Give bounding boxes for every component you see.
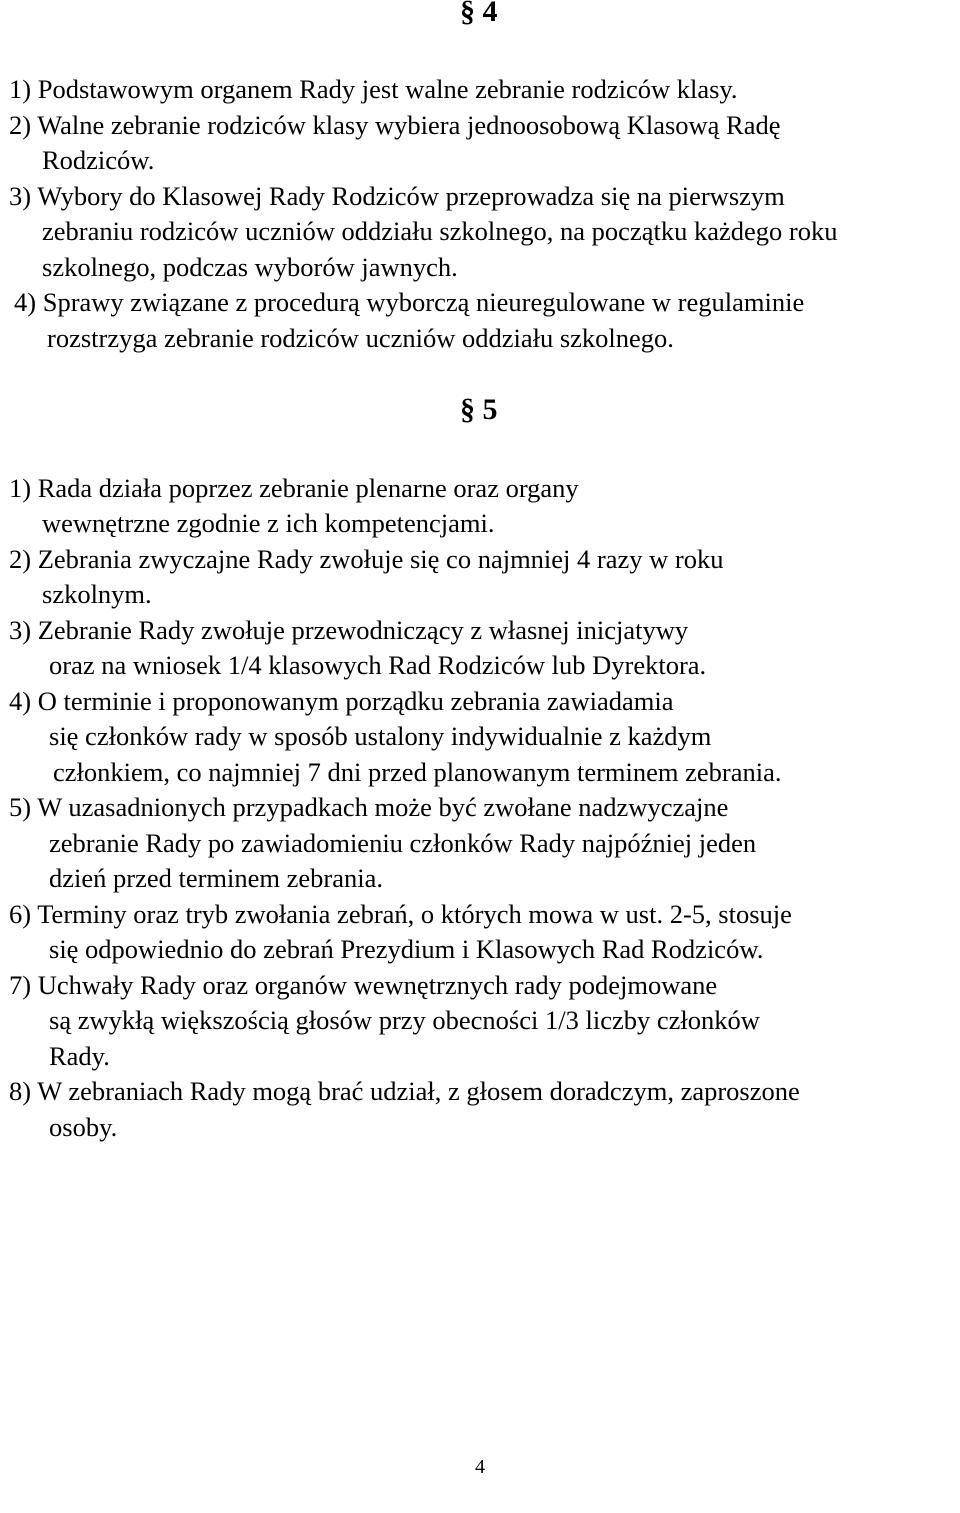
section-5-line: 4) O terminie i proponowanym porządku zebrania zawiadamia <box>9 686 674 716</box>
section-5-line: się członków rady w sposób ustalony indywidualnie z każdym <box>49 721 712 751</box>
section-5-line: zebranie Rady po zawiadomieniu członków Rady najpóźniej jeden <box>49 828 757 858</box>
section-4-line: 1) Podstawowym organem Rady jest walne zebranie rodziców klasy. <box>9 74 738 104</box>
section-5-line: Rady. <box>49 1041 110 1071</box>
section-5-line: członkiem, co najmniej 7 dni przed planowanym terminem zebrania. <box>53 757 782 787</box>
section-5-line: 8) W zebraniach Rady mogą brać udział, z głosem doradczym, zaproszone <box>9 1076 800 1106</box>
section-5-line: osoby. <box>49 1112 118 1142</box>
section-4-heading: § 4 <box>460 0 498 28</box>
section-5-line: 7) Uchwały Rady oraz organów wewnętrznych rady podejmowane <box>9 970 718 1000</box>
section-4-line: szkolnego, podczas wyborów jawnych. <box>42 252 458 282</box>
section-4-line: 4) Sprawy związane z procedurą wyborczą nieuregulowane w regulaminie <box>14 287 805 317</box>
section-5-line: wewnętrzne zgodnie z ich kompetencjami. <box>42 508 495 538</box>
page-number: 4 <box>475 1456 485 1478</box>
section-5-line: są zwykłą większością głosów przy obecności 1/3 liczby członków <box>49 1005 760 1035</box>
section-5-line: 3) Zebranie Rady zwołuje przewodniczący z własnej inicjatywy <box>9 615 689 645</box>
section-5-line: 1) Rada działa poprzez zebranie plenarne oraz organy <box>9 473 579 503</box>
section-5-line: 2) Zebrania zwyczajne Rady zwołuje się co najmniej 4 razy w roku <box>9 544 724 574</box>
section-4-line: 3) Wybory do Klasowej Rady Rodziców przeprowadza się na pierwszym <box>9 181 785 211</box>
section-5-line: 5) W uzasadnionych przypadkach może być zwołane nadzwyczajne <box>9 792 729 822</box>
section-5-line: szkolnym. <box>42 579 152 609</box>
section-5-line: oraz na wniosek 1/4 klasowych Rad Rodziców lub Dyrektora. <box>49 650 707 680</box>
section-4-line: rozstrzyga zebranie rodziców uczniów oddziału szkolnego. <box>47 323 674 353</box>
section-5-line: 6) Terminy oraz tryb zwołania zebrań, o których mowa w ust. 2-5, stosuje <box>9 899 792 929</box>
section-5-line: dzień przed terminem zebrania. <box>49 863 384 893</box>
section-5-line: się odpowiednio do zebrań Prezydium i Klasowych Rad Rodziców. <box>49 934 764 964</box>
section-4-line: zebraniu rodziców uczniów oddziału szkolnego, na początku każdego roku <box>42 216 838 246</box>
section-5-heading: § 5 <box>460 393 498 426</box>
section-4-line: Rodziców. <box>42 145 155 175</box>
section-4-line: 2) Walne zebranie rodziców klasy wybiera jednoosobową Klasową Radę <box>9 110 781 140</box>
